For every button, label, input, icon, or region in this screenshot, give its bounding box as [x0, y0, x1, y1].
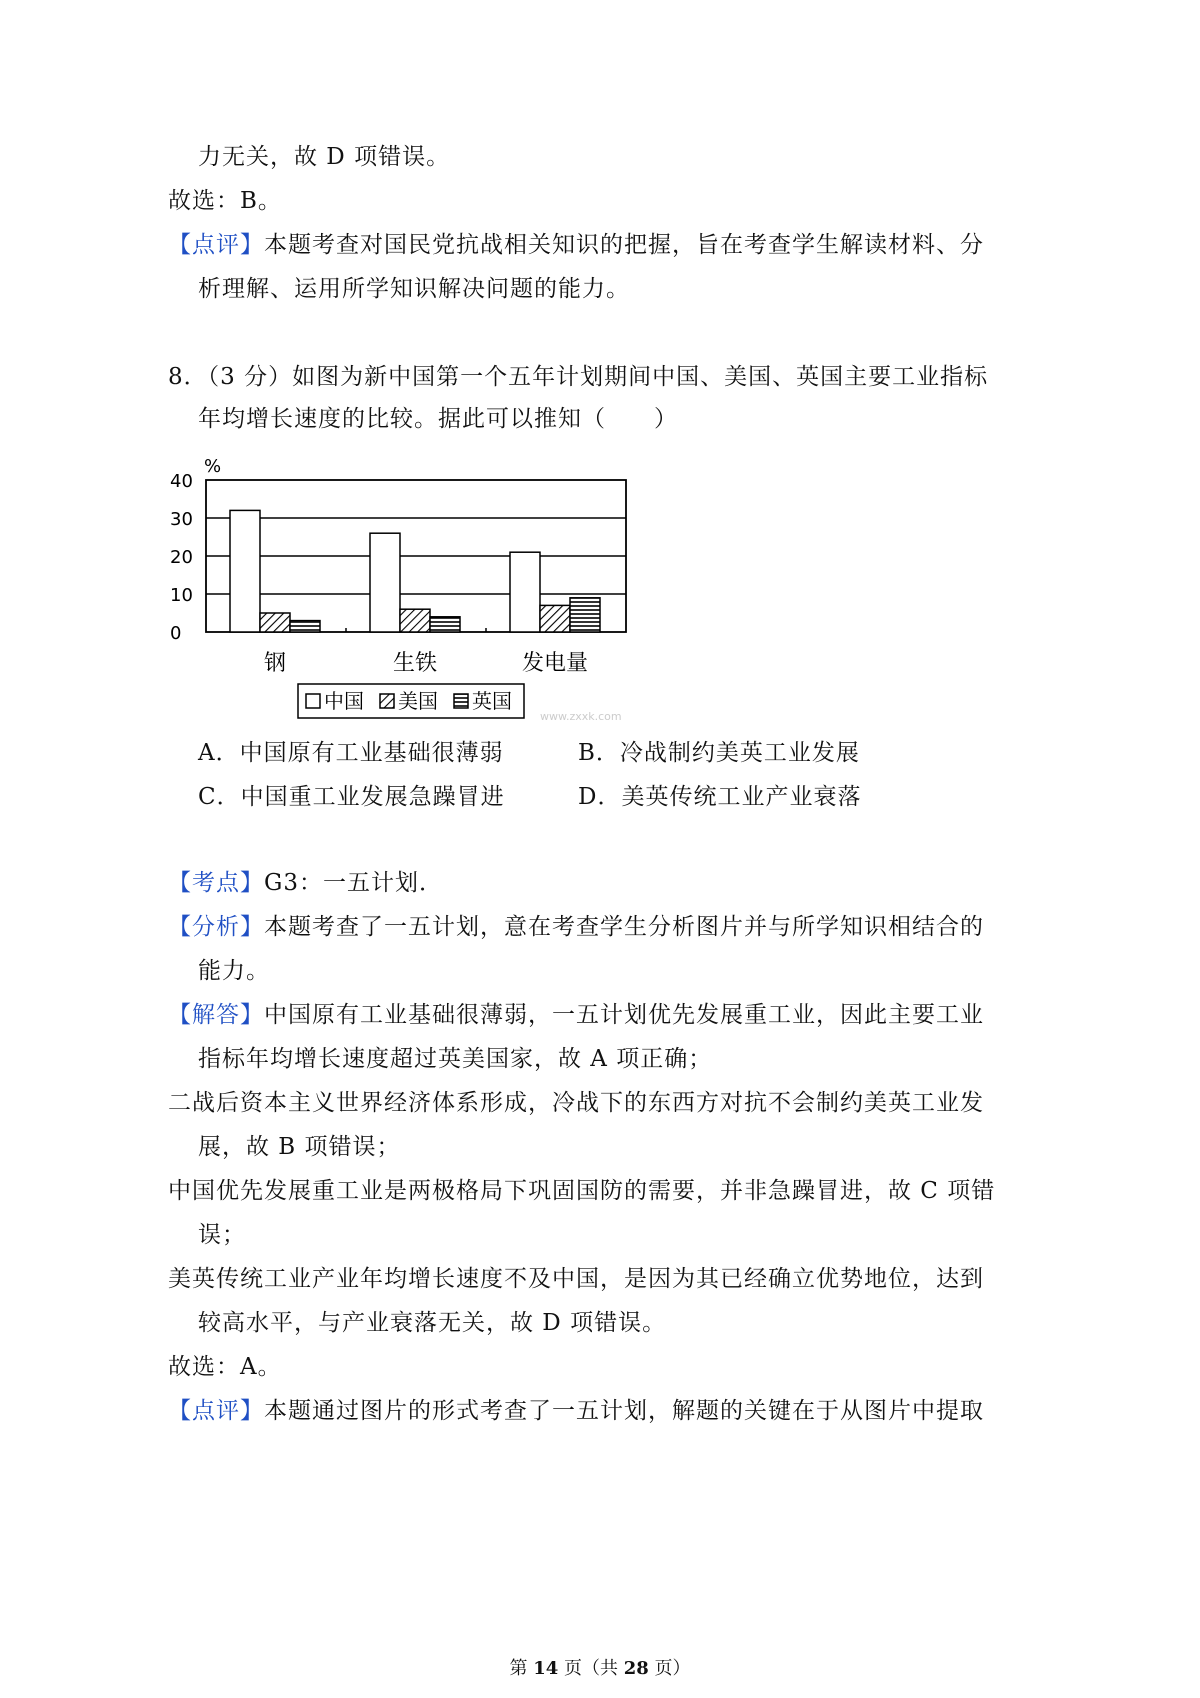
bar-中国	[230, 510, 260, 632]
y-tick-label: 40	[170, 471, 193, 492]
y-tick-label: 10	[170, 585, 193, 606]
dianping-text: 本题通过图片的形式考查了一五计划，解题的关键在于从图片中提取	[264, 1398, 984, 1424]
jieda-tag: 【解答】	[168, 1002, 264, 1028]
prev-comment	[168, 230, 984, 260]
legend-label: 英国	[472, 689, 512, 713]
footer-mid: 页（共	[558, 1658, 624, 1679]
bar-英国	[430, 617, 460, 632]
footer-suffix: 页）	[648, 1658, 691, 1679]
comment-tag: 【点评】	[168, 232, 264, 258]
bar-中国	[370, 533, 400, 632]
fenxi	[168, 912, 984, 942]
kaodian-tag: 【考点】	[168, 870, 264, 896]
kaodian-text: G3：一五计划．	[264, 870, 444, 896]
fenxi-tag: 【分析】	[168, 914, 264, 940]
page-footer	[0, 1654, 1200, 1680]
jieda-l2: 指标年均增长速度超过英美国家，故 A 项正确；	[198, 1046, 713, 1072]
prev-comment-cont: 析理解、运用所学知识解决问题的能力。	[198, 276, 630, 302]
legend-label: 中国	[324, 689, 364, 713]
y-tick-label: 0	[170, 623, 182, 644]
bar-美国	[260, 613, 290, 632]
question-stem: 8．（3 分）如图为新中国第一个五年计划期间中国、美国、英国主要工业指标	[168, 364, 989, 390]
dianping-tag: 【点评】	[168, 1398, 264, 1424]
footer-total-pages: 28	[623, 1658, 649, 1679]
bar-中国	[510, 552, 540, 632]
comment-text: 本题考查对国民党抗战相关知识的把握，旨在考查学生解读材料、分	[264, 232, 984, 258]
bar-chart	[170, 456, 670, 730]
option-a[interactable]: A．中国原有工业基础很薄弱	[198, 740, 504, 766]
legend-swatch-中国	[306, 694, 320, 708]
jieda-l3: 二战后资本主义世界经济体系形成，冷战下的东西方对抗不会制约美英工业发	[168, 1090, 984, 1116]
bar-英国	[290, 621, 320, 632]
bar-美国	[400, 609, 430, 632]
fenxi-cont: 能力。	[198, 958, 270, 984]
legend-swatch-英国	[454, 694, 468, 708]
jieda-l6: 误；	[198, 1222, 246, 1248]
jieda	[168, 1000, 984, 1030]
footer-page-number: 14	[533, 1658, 559, 1679]
dianping	[168, 1396, 984, 1426]
jieda-l8: 较高水平，与产业衰落无关，故 D 项错误。	[198, 1310, 667, 1336]
final-answer: 故选：A。	[168, 1354, 282, 1380]
prev-answer: 故选：B。	[168, 188, 282, 214]
x-tick-label: 发电量	[521, 651, 589, 676]
question-stem-cont: 年均增长速度的比较。据此可以推知（ ）	[198, 406, 678, 432]
bar-英国	[570, 598, 600, 632]
y-tick-label: 20	[170, 547, 193, 568]
jieda-l5: 中国优先发展重工业是两极格局下巩固国防的需要，并非急躁冒进，故 C 项错	[168, 1178, 996, 1204]
y-tick-label: 30	[170, 509, 193, 530]
kaodian	[168, 868, 443, 898]
watermark: www.zxxk.com	[540, 710, 622, 723]
option-d[interactable]: D．美英传统工业产业衰落	[578, 784, 862, 810]
fenxi-text: 本题考查了一五计划，意在考查学生分析图片并与所学知识相结合的	[264, 914, 984, 940]
y-axis-unit: %	[204, 456, 222, 477]
legend-swatch-美国	[380, 694, 394, 708]
jieda-l7: 美英传统工业产业年均增长速度不及中国，是因为其已经确立优势地位，达到	[168, 1266, 984, 1292]
x-tick-label: 生铁	[392, 651, 438, 676]
x-tick-label: 钢	[263, 651, 287, 676]
prev-conclusion: 力无关，故 D 项错误。	[198, 144, 451, 170]
footer-prefix: 第	[509, 1658, 534, 1679]
option-c[interactable]: C．中国重工业发展急躁冒进	[198, 784, 505, 810]
bar-美国	[540, 605, 570, 632]
option-b[interactable]: B．冷战制约美英工业发展	[578, 740, 860, 766]
jieda-l4: 展，故 B 项错误；	[198, 1134, 401, 1160]
legend-label: 美国	[398, 689, 438, 713]
jieda-text: 中国原有工业基础很薄弱，一五计划优先发展重工业，因此主要工业	[264, 1002, 984, 1028]
